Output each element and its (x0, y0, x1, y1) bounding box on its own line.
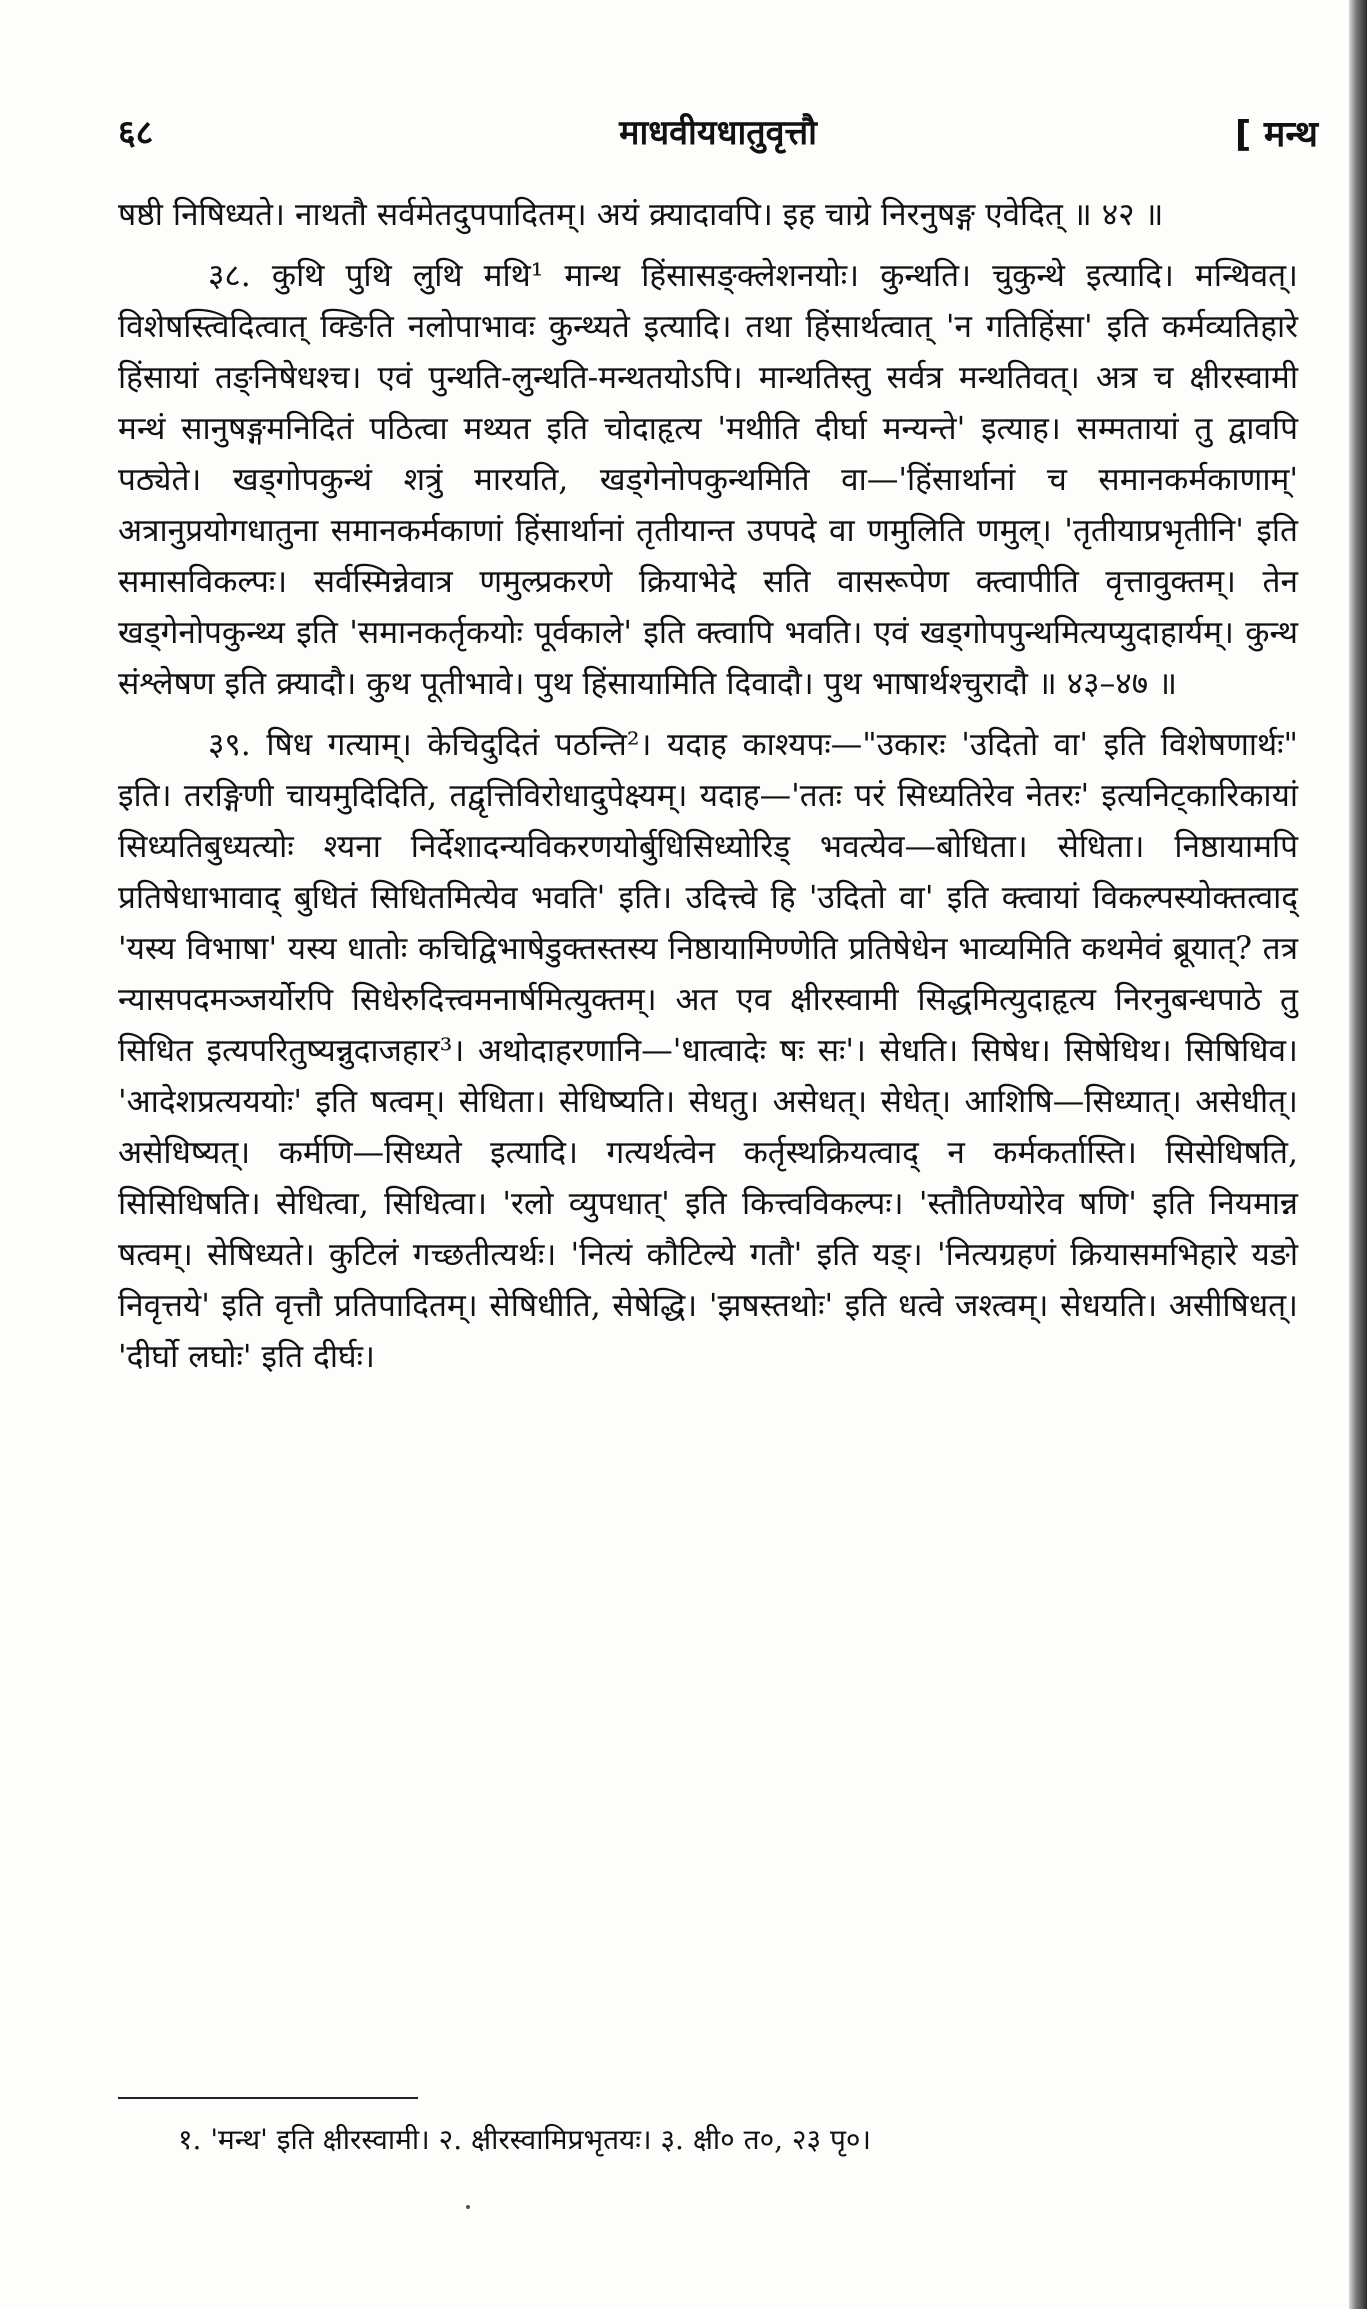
footnote-divider (118, 2097, 418, 2099)
page-edge-shadow (1349, 0, 1367, 2309)
paragraph-kuthi-entry: ३८. कुथि पुथि लुथि मथि¹ मान्थ हिंसासङ्क्लेशनयोः। कुन्थति। चुकुन्थे इत्यादि। मन्थिवत्। विशेषस्त्विदित्वात् क्ङिति नलोपाभावः कुन्थ्यते इत्यादि। तथा हिंसार्थत्वात् 'न गतिहिंसा' इति कर्मव्यतिहारे हिंसायां तङ्निषेधश्च। एवं पुन्थति-लुन्थति-मन्थतयोऽपि। मान्थतिस्तु सर्वत्र मन्थतिवत्। अत्र च क्षीरस्वामी मन्थं सानुषङ्गमनिदितं पठित्वा मथ्यत इति चोदाहृत्य 'मथीति दीर्घा मन्यन्ते' इत्याह। सम्मतायां तु द्वावपि पठ्येते। खड्गोपकुन्थं शत्रुं मारयति, खड्गेनोपकुन्थमिति वा—'हिंसार्थानां च समानकर्मकाणाम्' अत्रानुप्रयोगधातुना समानकर्मकाणां हिंसार्थानां तृतीयान्त उपपदे वा णमुलिति णमुल्। 'तृतीयाप्रभृतीनि' इति समासविकल्पः। सर्वस्मिन्नेवात्र णमुल्प्रकरणे क्रियाभेदे सति वासरूपेण क्त्वापीति वृत्तावुक्तम्। तेन खड्गेनोपकुन्थ्य इति 'समानकर्तृकयोः पूर्वकाले' इति क्त्वापि भवति। एवं खड्गोपपुन्थमित्यप्युदाहार्यम्। कुन्थ संश्लेषण इति क्र्यादौ। कुथ पूतीभावे। पुथ हिंसायामिति दिवादौ। पुथ भाषार्थश्चुरादौ ॥ ४३–४७ ॥ (118, 258, 1298, 702)
body-text (118, 190, 1298, 1393)
footnotes: १. 'मन्थ' इति क्षीरस्वामी। २. क्षीरस्वामिप्रभृतयः। ३. क्षी० त०, २३ पृ०। (178, 2123, 872, 2156)
ink-dot (466, 2205, 470, 2209)
running-title: माधवीयधातुवृत्तौ (619, 113, 817, 153)
paragraph-shidha-entry: ३९. षिध गत्याम्। केचिदुदितं पठन्ति²। यदाह काश्यपः—"उकारः 'उदितो वा' इति विशेषणार्थः" इति। तरङ्गिणी चायमुदिदिति, तद्वृत्तिविरोधादुपेक्ष्यम्। यदाह—'ततः परं सिध्यतिरेव नेतरः' इत्यनिट्कारिकायां सिध्यतिबुध्यत्योः श्यना निर्देशादन्यविकरणयोर्बुधिसिध्योरिड् भवत्येव—बोधिता। सेधिता। निष्ठायामपि प्रतिषेधाभावाद् बुधितं सिधितमित्येव भवति' इति। उदित्त्वे हि 'उदितो वा' इति क्त्वायां विकल्पस्योक्तत्वाद् 'यस्य विभाषा' यस्य धातोः कचिद्विभाषेडुक्तस्तस्य निष्ठायामिण्णेति प्रतिषेधेन भाव्यमिति कथमेवं ब्रूयात्? तत्र न्यासपदमञ्जर्योरपि सिधेरुदित्त्वमनार्षमित्युक्तम्। अत एव क्षीरस्वामी सिद्धमित्युदाहृत्य निरनुबन्धपाठे तु सिधित इत्यपरितुष्यन्नुदाजहार³। अथोदाहरणानि—'धात्वादेः षः सः'। सेधति। सिषेध। सिषेधिथ। सिषिधिव। 'आदेशप्रत्यययोः' इति षत्वम्। सेधिता। सेधिष्यति। सेधतु। असेधत्। सेधेत्। आशिषि—सिध्यात्। असेधीत्। असेधिष्यत्। कर्मणि—सिध्यते इत्यादि। गत्यर्थत्वेन कर्तृस्थक्रियत्वाद् न कर्मकर्तास्ति। सिसेधिषति, सिसिधिषति। सेधित्वा, सिधित्वा। 'रलो व्युपधात्' इति कित्त्वविकल्पः। 'स्तौतिण्योरेव षणि' इति नियमान्न षत्वम्। सेषिध्यते। कुटिलं गच्छतीत्यर्थः। 'नित्यं कौटिल्ये गतौ' इति यङ्। 'नित्यग्रहणं क्रियासमभिहारे यङो निवृत्तये' इति वृत्तौ प्रतिपादितम्। सेषिधीति, सेषेद्धि। 'झषस्तथोः' इति धत्वे जश्त्वम्। सेधयति। असीषिधत्। 'दीर्घो लघोः' इति दीर्घः। (118, 727, 1298, 1375)
page-number: ६८ (118, 113, 154, 153)
paragraph-continuation: षष्ठी निषिध्यते। नाथतौ सर्वमेतदुपपादितम्। अयं क्र्यादावपि। इह चाग्रे निरनुषङ्ग एवेदित् ॥ ४२ ॥ (118, 197, 1164, 233)
section-mark: [ मन्थ (1234, 114, 1318, 155)
page-header (118, 108, 1318, 168)
